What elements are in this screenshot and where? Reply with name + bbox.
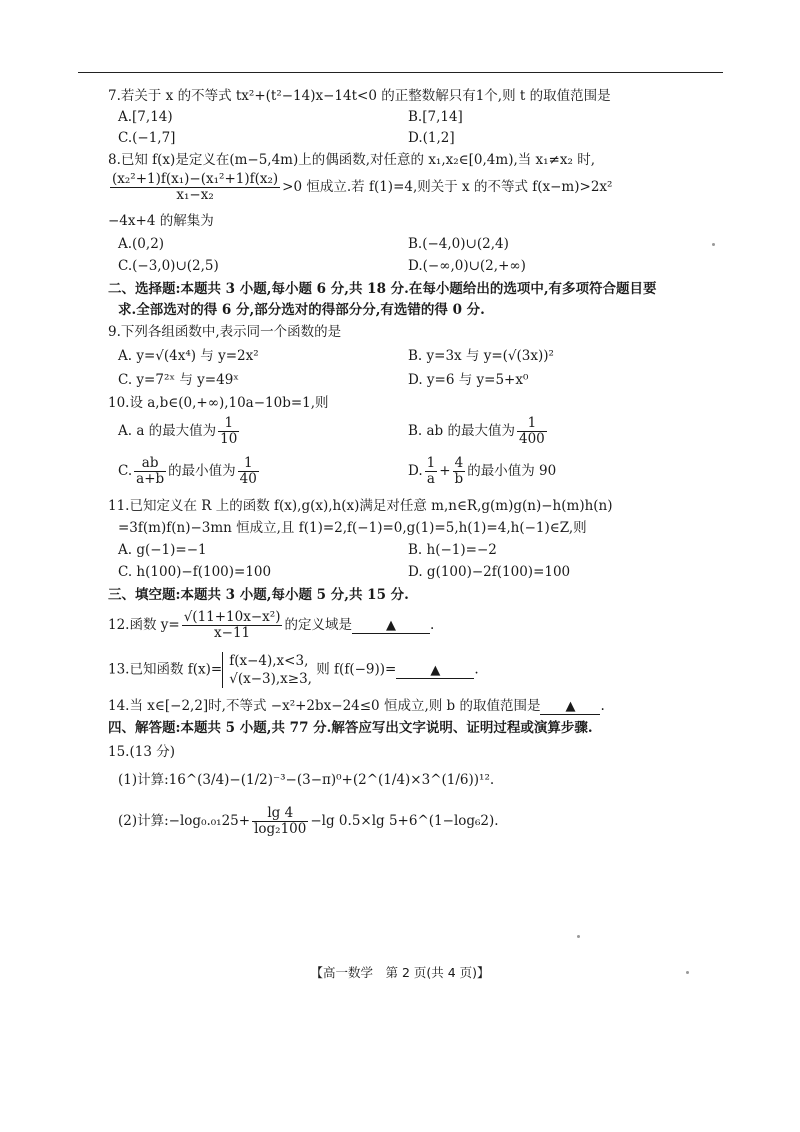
page-footer: 【高一数学 第 2 页(共 4 页)】 <box>310 965 490 980</box>
q11-option-d: D. g(100)−2f(100)=100 <box>408 564 571 580</box>
q10-a-num: 1 <box>218 416 239 432</box>
q15-p2-den: log₂100 <box>254 821 307 837</box>
q13-answer-blank[interactable] <box>396 663 474 679</box>
q7-option-d: D.(1,2] <box>408 130 455 146</box>
q8-frac-numerator: (x₂²+1)f(x₁)−(x₁²+1)f(x₂) <box>112 171 279 187</box>
q13-piecewise <box>222 652 312 688</box>
q14-answer-blank[interactable] <box>540 699 600 715</box>
q10-c-text: 的最小值为 <box>168 463 236 479</box>
q15-part2 <box>118 806 499 837</box>
q10-d-label: D. <box>408 463 423 479</box>
q10-d-den1: a <box>426 471 435 487</box>
q9-option-d: D. y=6 与 y=5+x⁰ <box>408 372 529 388</box>
q12-prefix: 12.函数 y= <box>108 617 180 633</box>
q14-end: . <box>600 698 605 714</box>
q8-stem: 8.已知 f(x)是定义在(m−5,4m)上的偶函数,对任意的 x₁,x₂∈[0,4m),当 x₁≠x₂ 时, <box>108 152 595 168</box>
q9-option-b: B. y=3x 与 y=(√(3x))² <box>408 348 554 364</box>
q10-c-den2: 40 <box>239 471 257 487</box>
q11-stem-line1: 11.已知定义在 R 上的函数 f(x),g(x),h(x)满足对任意 m,n∈R,g(m)g(n)−h(m)h(n) <box>108 498 613 514</box>
q10-option-c <box>118 456 261 487</box>
q15-p2-prefix: (2)计算:−log₀.₀₁25+ <box>118 813 251 829</box>
q15-p2-suffix: −lg 0.5×lg 5+6^(1−log₆2). <box>310 813 499 829</box>
q11-option-b: B. h(−1)=−2 <box>408 542 497 558</box>
q10-b-num: 1 <box>517 416 547 432</box>
q10-d-num2: 4 <box>453 456 466 472</box>
q12-num: √(11+10x−x²) <box>183 609 281 625</box>
section2-heading: 二、选择题:本题共 3 小题,每小题 6 分,共 18 分.在每小题给出的选项中,有多项符合题目要 <box>108 281 657 297</box>
triangle-icon: ▲ <box>565 699 576 714</box>
q10-option-a <box>118 416 241 447</box>
q8-option-a: A.(0,2) <box>118 236 165 252</box>
q8-option-b: B.(−4,0)∪(2,4) <box>408 236 509 252</box>
q15-part1: (1)计算:16^(3/4)−(1/2)⁻³−(3−π)⁰+(2^(1/4)×3^(1/6))¹². <box>118 772 495 788</box>
q10-d-text: 的最小值为 90 <box>467 463 557 479</box>
section2-instructions: 求.全部选对的得 6 分,部分选对的得部分分,有选错的得 0 分. <box>118 302 485 318</box>
q12 <box>108 610 434 641</box>
q9-option-a: A. y=√(4x⁴) 与 y=2x² <box>118 348 259 364</box>
q10-c-num: ab <box>134 456 166 472</box>
triangle-icon: ▲ <box>430 662 441 678</box>
q7-option-a: A.[7,14) <box>118 109 173 125</box>
q10-d-plus: + <box>439 463 451 479</box>
q10-c-num2: 1 <box>238 456 259 472</box>
q10-b-den: 400 <box>519 431 545 447</box>
q13-text: 则 f(f(−9))= <box>316 661 397 678</box>
q9-stem: 9.下列各组函数中,表示同一个函数的是 <box>108 324 342 340</box>
q15-heading: 15.(13 分) <box>108 744 175 760</box>
q14 <box>108 697 605 715</box>
scan-speck <box>686 971 689 974</box>
q8-option-d: D.(−∞,0)∪(2,+∞) <box>408 258 526 274</box>
q10-c-den: a+b <box>136 471 165 487</box>
q12-end: . <box>429 617 435 633</box>
scan-speck <box>577 935 580 938</box>
q10-option-b <box>408 416 549 447</box>
triangle-icon: ▲ <box>385 618 396 633</box>
q13-case2: √(x−3),x≥3, <box>222 670 312 688</box>
q11-option-a: A. g(−1)=−1 <box>118 542 207 558</box>
q10-c-label: C. <box>118 463 133 479</box>
scan-speck <box>712 243 715 246</box>
q13-prefix: 13.已知函数 f(x)= <box>108 661 223 678</box>
q13 <box>108 652 479 688</box>
q12-answer-blank[interactable] <box>352 618 430 634</box>
q7-option-c: C.(−1,7] <box>118 130 176 146</box>
q13-end: . <box>474 661 479 678</box>
q12-den: x−11 <box>214 625 251 641</box>
q8-condition-text: >0 恒成立.若 f(1)=4,则关于 x 的不等式 f(x−m)>2x² <box>282 179 613 195</box>
q10-option-d <box>408 456 556 487</box>
section4-heading: 四、解答题:本题共 5 小题,共 77 分.解答应写出文字说明、证明过程或演算步骤. <box>108 720 593 736</box>
q8-option-c: C.(−3,0)∪(2,5) <box>118 258 219 274</box>
q10-a-den: 10 <box>220 431 238 447</box>
q11-stem-line2: =3f(m)f(n)−3mn 恒成立,且 f(1)=2,f(−1)=0,g(1)=5,h(1)=4,h(−1)∈Z,则 <box>118 520 587 536</box>
section3-heading: 三、填空题:本题共 3 小题,每小题 5 分,共 15 分. <box>108 587 409 603</box>
q9-option-c: C. y=7²ˣ 与 y=49ˣ <box>118 372 240 388</box>
q10-stem: 10.设 a,b∈(0,+∞),10a−10b=1,则 <box>108 395 329 411</box>
q8-continuation: −4x+4 的解集为 <box>108 213 214 229</box>
q14-text: 14.当 x∈[−2,2]时,不等式 −x²+2bx−24≤0 恒成立,则 b 的取值范围是 <box>108 698 541 714</box>
q11-option-c: C. h(100)−f(100)=100 <box>118 564 272 580</box>
q8-frac-denominator: x₁−x₂ <box>176 187 214 203</box>
q10-a-text: A. a 的最大值为 <box>118 423 217 439</box>
header-rule <box>78 72 723 73</box>
q10-d-num1: 1 <box>426 455 436 471</box>
q15-p2-num: lg 4 <box>252 806 308 822</box>
q12-text: 的定义域是 <box>284 617 352 633</box>
q7-stem: 7.若关于 x 的不等式 tx²+(t²−14)x−14t<0 的正整数解只有1个,则 t 的取值范围是 <box>108 88 611 104</box>
q7-option-b: B.[7,14] <box>408 109 463 125</box>
q8-condition <box>108 172 612 203</box>
q13-case1: f(x−4),x<3, <box>222 652 312 670</box>
q8-fraction <box>110 172 280 203</box>
q10-d-den2: b <box>454 471 464 487</box>
q10-b-text: B. ab 的最大值为 <box>408 423 515 439</box>
